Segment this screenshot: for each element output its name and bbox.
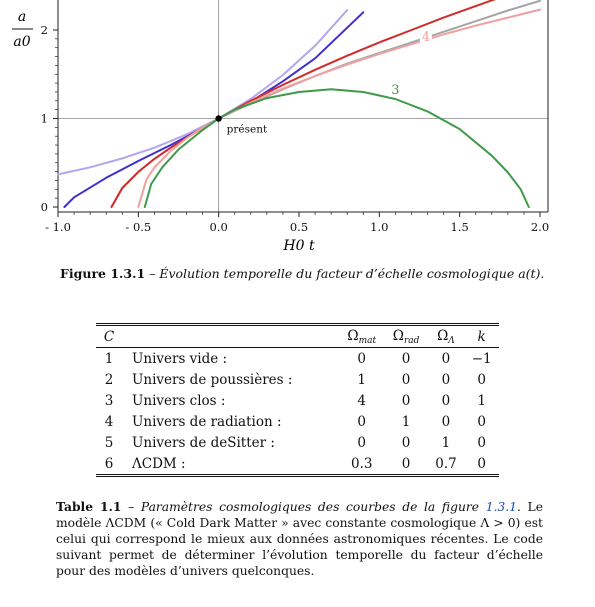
- table-caption-body: Le modèle ΛCDM (« Cold Dark Matter » avec constante cosmologique Λ > 0) est celui qui correspond le mieux aux données astronomiques récentes. Le code suivant permet de déterminer l’évolution temporelle du facteur d’échelle pour des modèles d’univers quelconques.: [56, 500, 543, 578]
- row-number: 5: [104, 434, 114, 451]
- table-row: [96, 411, 499, 432]
- figure-caption-text: Évolution temporelle du facteur d’échelle cosmologique a(t).: [159, 266, 545, 281]
- sub-mat: mat: [358, 335, 377, 346]
- parameters-table: [96, 323, 499, 477]
- series-line-5: [138, 10, 540, 207]
- omega-symbol: Ω: [392, 327, 404, 344]
- row-omega-rad: 0: [401, 371, 411, 388]
- figure-caption: [60, 266, 560, 282]
- row-omega-lambda: 0: [441, 350, 451, 367]
- x-tick-label: 1.0: [370, 220, 389, 234]
- table-caption-dash: –: [121, 500, 141, 514]
- y-tick-label: 0: [40, 200, 48, 214]
- row-omega-lambda: 0.7: [435, 455, 457, 472]
- header-omega-rad: [385, 325, 428, 348]
- row-omega-rad: 0: [401, 434, 411, 451]
- row-omega-rad: 0: [401, 350, 411, 367]
- present-point: [215, 115, 221, 121]
- figure-reference-link[interactable]: 1.3.1: [485, 500, 517, 514]
- present-label: présent: [226, 123, 268, 136]
- table-caption-italic: Paramètres cosmologiques des courbes de la figure: [140, 500, 486, 514]
- table-caption-period: .: [516, 500, 521, 514]
- row-k: 0: [477, 434, 486, 451]
- curve-label-4: 4: [421, 29, 431, 45]
- row-omega-lambda: 0: [441, 413, 451, 430]
- row-omega-rad: 1: [401, 413, 411, 430]
- figure-caption-label: Figure 1.3.1: [60, 266, 146, 281]
- table-row: [96, 348, 499, 370]
- row-number: 4: [104, 413, 114, 430]
- y-axis-label-denominator: a0: [13, 34, 31, 50]
- header-k: k: [464, 325, 499, 348]
- row-k: 0: [477, 371, 486, 388]
- row-number: 2: [104, 371, 114, 388]
- row-k: −1: [471, 350, 492, 367]
- header-omega-mat: [339, 325, 385, 348]
- series-line-4: [112, 0, 541, 207]
- table-caption-label: Table 1.1: [56, 499, 122, 514]
- row-omega-mat: 0: [357, 413, 367, 430]
- row-k: 1: [477, 392, 486, 409]
- row-omega-mat: 0: [357, 350, 367, 367]
- header-name: [122, 325, 339, 348]
- x-tick-label: 0.0: [209, 220, 228, 234]
- x-tick-label: - 1.0: [45, 220, 71, 234]
- y-tick-label: 2: [40, 23, 48, 37]
- row-name: Univers de radiation :: [132, 413, 282, 430]
- header-c: C: [96, 325, 122, 348]
- table-row: [96, 369, 499, 390]
- omega-symbol: Ω: [437, 327, 449, 344]
- series-group: [58, 0, 540, 207]
- row-omega-rad: 0: [401, 455, 411, 472]
- series-line-6: [145, 89, 529, 207]
- row-omega-lambda: 0: [441, 371, 451, 388]
- row-name: Univers vide :: [132, 350, 228, 367]
- x-tick-label: 1.5: [450, 220, 469, 234]
- curve-label-3: 3: [391, 82, 400, 98]
- row-omega-lambda: 1: [441, 434, 451, 451]
- x-axis-label: H0 t: [283, 238, 315, 254]
- row-omega-mat: 1: [357, 371, 367, 388]
- row-omega-mat: 0.3: [350, 455, 373, 472]
- y-tick-label: 1: [40, 111, 48, 126]
- table-row: [96, 390, 499, 411]
- scale-factor-chart: [0, 0, 595, 262]
- y-axis-label-numerator: a: [17, 9, 27, 25]
- table-row: [96, 453, 499, 476]
- series-line-3: [112, 1, 541, 207]
- row-number: 3: [104, 392, 114, 409]
- table-header-row: [96, 325, 499, 348]
- row-name: Univers de deSitter :: [132, 434, 275, 451]
- row-omega-mat: 0: [357, 434, 367, 451]
- figure-caption-dash: –: [145, 266, 160, 281]
- row-omega-mat: 4: [357, 392, 367, 409]
- sub-lambda: Λ: [448, 335, 455, 346]
- x-tick-label: 2.0: [530, 220, 550, 234]
- row-number: 6: [104, 455, 114, 472]
- row-name: ΛCDM :: [132, 455, 186, 472]
- x-tick-label: 0.5: [289, 220, 309, 234]
- row-name: Univers clos :: [132, 392, 226, 409]
- sub-rad: rad: [403, 335, 420, 346]
- row-omega-lambda: 0: [441, 392, 451, 409]
- x-tick-label: - 0.5: [125, 220, 152, 234]
- row-omega-rad: 0: [401, 392, 411, 409]
- table-row: [96, 432, 499, 453]
- grid-lines: [58, 0, 548, 212]
- row-number: 1: [104, 350, 114, 367]
- table-caption: [56, 499, 543, 579]
- row-k: 0: [477, 455, 486, 472]
- omega-symbol: Ω: [347, 327, 359, 344]
- header-omega-lambda: [428, 325, 465, 348]
- table-body: [96, 348, 499, 476]
- row-name: Univers de poussières :: [132, 371, 293, 388]
- row-k: 0: [477, 413, 486, 430]
